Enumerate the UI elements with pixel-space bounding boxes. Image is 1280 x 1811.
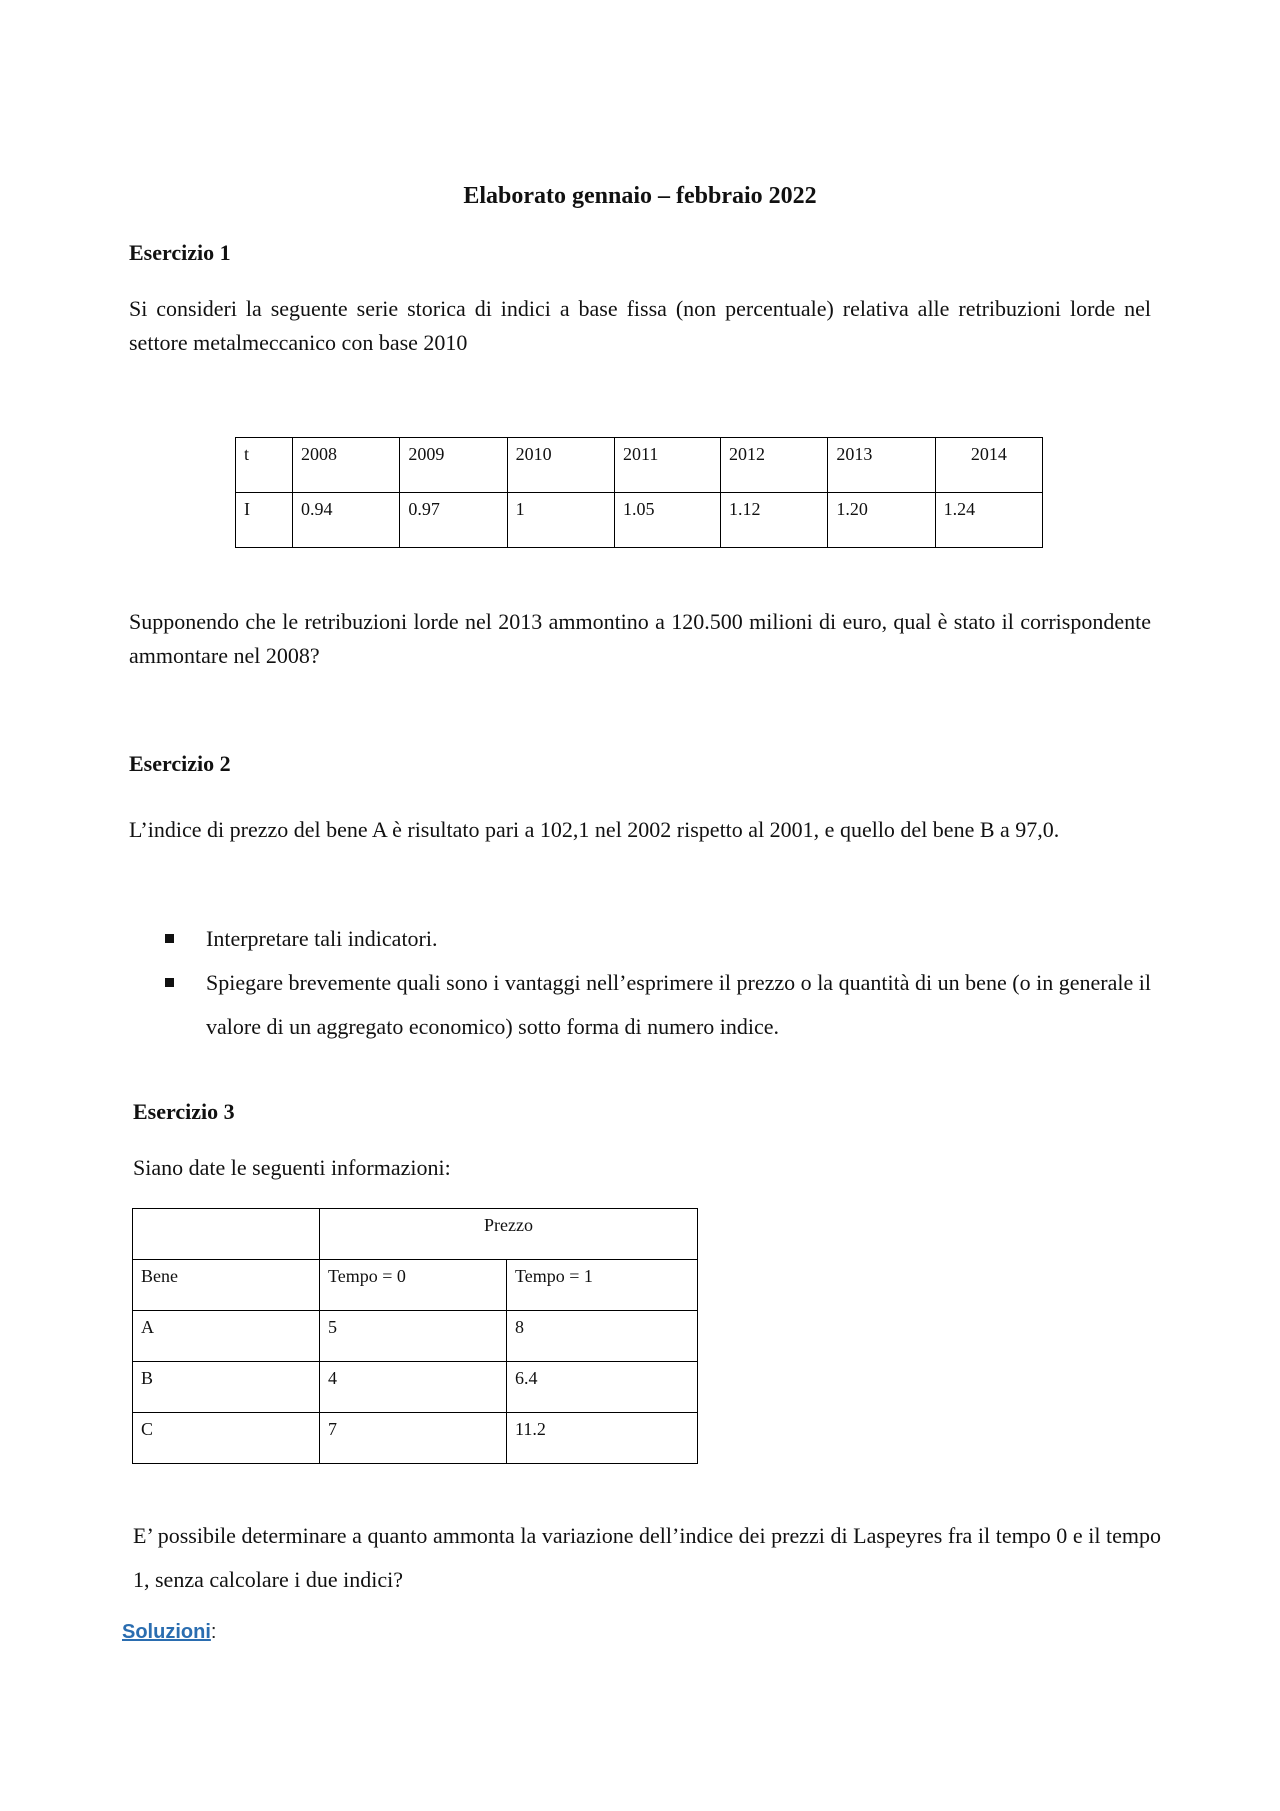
- good-cell: A: [133, 1311, 320, 1362]
- solutions-line: [122, 1621, 216, 1644]
- good-cell: B: [133, 1362, 320, 1413]
- exercise-3-question: E’ possibile determinare a quanto ammonta la variazione dell’indice dei prezzi di Laspeyres fra il tempo 0 e il tempo 1, senza calcolare i due indici?: [133, 1523, 1161, 1592]
- year-cell: 2012: [720, 438, 827, 493]
- table-row: [133, 1311, 698, 1362]
- good-cell: C: [133, 1413, 320, 1464]
- bullet-text: Spiegare brevemente quali sono i vantaggi nell’esprimere il prezzo o la quantità di un bene (o in generale il valore di un aggregato economico) sotto forma di numero indice.: [206, 970, 1151, 1039]
- table-row: [133, 1209, 698, 1260]
- year-cell: 2011: [614, 438, 720, 493]
- price-cell: 7: [320, 1413, 507, 1464]
- solutions-link[interactable]: Soluzioni: [122, 1621, 211, 1643]
- year-cell: 2008: [293, 438, 400, 493]
- bullet-square-icon: [165, 978, 174, 987]
- year-cell: 2009: [400, 438, 507, 493]
- empty-header-cell: [133, 1209, 320, 1260]
- exercise-2-text: L’indice di prezzo del bene A è risultato pari a 102,1 nel 2002 rispetto al 2001, e quello del bene B a 97,0.: [129, 817, 1060, 842]
- exercise-1-intro: Si consideri la seguente serie storica di indici a base fissa (non percentuale) relativa alle retribuzioni lorde nel settore metalmeccanico con base 2010: [129, 296, 1151, 355]
- price-cell: 5: [320, 1311, 507, 1362]
- exercise-2-bullet-list: [129, 917, 1151, 1049]
- index-series-table: [235, 437, 1043, 548]
- price-cell: 11.2: [507, 1413, 698, 1464]
- exercise-3-intro: Siano date le seguenti informazioni:: [133, 1155, 451, 1180]
- table-row: [133, 1362, 698, 1413]
- price-table: [132, 1208, 698, 1464]
- year-cell: 2013: [828, 438, 935, 493]
- price-cell: 6.4: [507, 1362, 698, 1413]
- year-cell: 2014: [935, 438, 1042, 493]
- row-label-t: t: [236, 438, 293, 493]
- exercise-2-heading: Esercizio 2: [129, 751, 231, 776]
- index-cell: 1.24: [935, 493, 1042, 548]
- index-cell: 1.20: [828, 493, 935, 548]
- table-row: [236, 493, 1043, 548]
- table-row: [133, 1413, 698, 1464]
- index-cell: 0.97: [400, 493, 507, 548]
- exercise-1-question: Supponendo che le retribuzioni lorde nel 2013 ammontino a 120.500 milioni di euro, qual è stato il corrispondente ammontare nel 2008?: [129, 609, 1151, 668]
- document-title: Elaborato gennaio – febbraio 2022: [463, 183, 817, 209]
- price-group-header: Prezzo: [320, 1209, 698, 1260]
- exercise-1-heading: Esercizio 1: [129, 240, 231, 265]
- index-cell: 1.12: [720, 493, 827, 548]
- index-cell: 0.94: [293, 493, 400, 548]
- row-label-i: I: [236, 493, 293, 548]
- index-cell: 1.05: [614, 493, 720, 548]
- solutions-colon: :: [210, 1621, 217, 1643]
- price-cell: 4: [320, 1362, 507, 1413]
- list-item: [129, 917, 1151, 961]
- year-cell: 2010: [507, 438, 614, 493]
- column-header: Tempo = 1: [507, 1260, 698, 1311]
- exercise-3-heading: Esercizio 3: [133, 1099, 235, 1124]
- bullet-square-icon: [165, 934, 174, 943]
- list-item: [129, 961, 1151, 1049]
- index-cell: 1: [507, 493, 614, 548]
- column-header: Tempo = 0: [320, 1260, 507, 1311]
- bullet-text: Interpretare tali indicatori.: [206, 926, 438, 951]
- table-row: [236, 438, 1043, 493]
- column-header: Bene: [133, 1260, 320, 1311]
- table-row: [133, 1260, 698, 1311]
- price-cell: 8: [507, 1311, 698, 1362]
